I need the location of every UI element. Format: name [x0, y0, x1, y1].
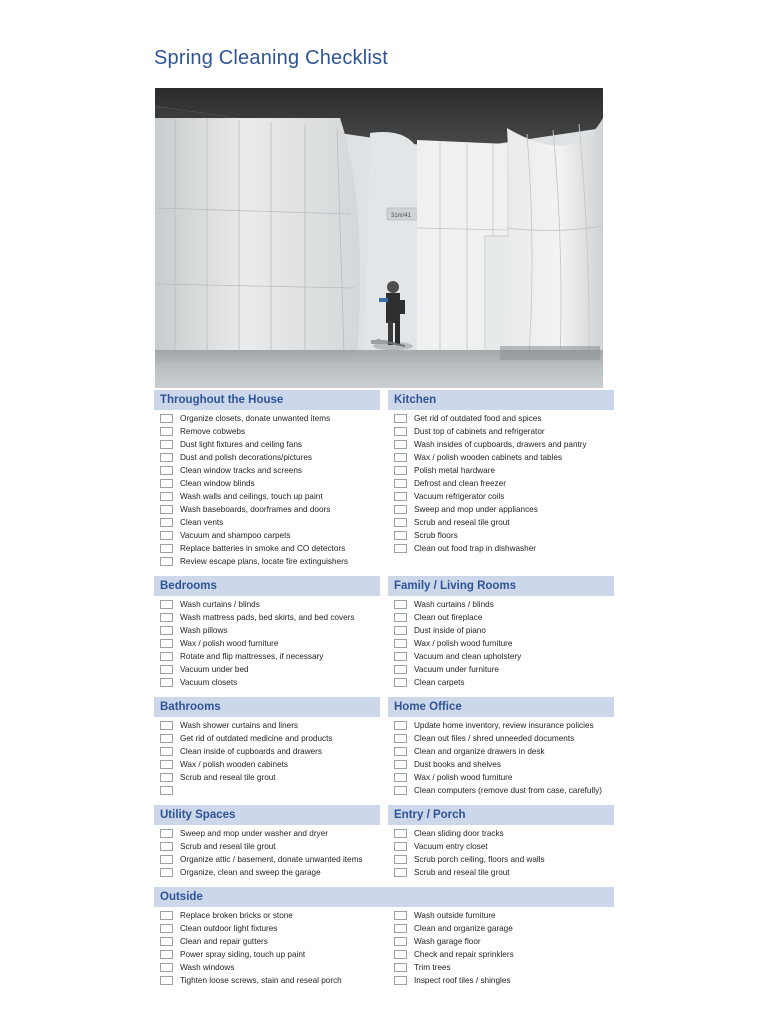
- checkbox-icon[interactable]: [394, 924, 407, 933]
- checklist-content: [154, 390, 614, 987]
- section-header-throughout-the-house: Throughout the House: [154, 390, 380, 410]
- checklist-item[interactable]: Wash curtains / blinds: [154, 598, 380, 611]
- page-title: Spring Cleaning Checklist: [154, 47, 389, 69]
- section-items-bathrooms: [154, 719, 380, 797]
- checklist-item[interactable]: Wax / polish wooden cabinets: [154, 758, 380, 771]
- checkbox-icon[interactable]: [394, 453, 407, 462]
- checkbox-icon[interactable]: [160, 855, 173, 864]
- checklist-item[interactable]: Clean and organize garage: [388, 922, 614, 935]
- checkbox-icon[interactable]: [160, 600, 173, 609]
- checkbox-icon[interactable]: [160, 518, 173, 527]
- checklist-item[interactable]: Clean carpets: [388, 676, 614, 689]
- checklist-item[interactable]: Clean vents: [154, 516, 380, 529]
- checkbox-icon[interactable]: [160, 786, 173, 795]
- checklist-item[interactable]: Polish metal hardware: [388, 464, 614, 477]
- section-items-home-office: [388, 719, 614, 797]
- checkbox-icon[interactable]: [394, 950, 407, 959]
- checklist-item[interactable]: Wash outside furniture: [388, 909, 614, 922]
- checklist-item[interactable]: Scrub and reseal tile grout: [154, 840, 380, 853]
- section-header-kitchen: Kitchen: [388, 390, 614, 410]
- checkbox-icon[interactable]: [394, 937, 407, 946]
- checkbox-icon[interactable]: [394, 855, 407, 864]
- section-header-bathrooms: Bathrooms: [154, 697, 380, 717]
- checkbox-icon[interactable]: [160, 665, 173, 674]
- checklist-item[interactable]: Scrub and reseal tile grout: [154, 771, 380, 784]
- section-header-outside: Outside: [154, 887, 614, 907]
- checklist-item-empty[interactable]: [154, 784, 380, 797]
- checklist-item[interactable]: Dust books and shelves: [388, 758, 614, 771]
- checklist-item[interactable]: Dust inside of piano: [388, 624, 614, 637]
- checklist-item[interactable]: Replace batteries in smoke and CO detectors: [154, 542, 380, 555]
- checklist-item[interactable]: Wash insides of cupboards, drawers and pantry: [388, 438, 614, 451]
- checklist-item[interactable]: Scrub porch ceiling, floors and walls: [388, 853, 614, 866]
- checkbox-icon[interactable]: [394, 976, 407, 985]
- checklist-item[interactable]: Clean computers (remove dust from case, carefully): [388, 784, 614, 797]
- checkbox-icon[interactable]: [394, 721, 407, 730]
- checkbox-icon[interactable]: [160, 911, 173, 920]
- checkbox-icon[interactable]: [160, 924, 173, 933]
- checkbox-icon[interactable]: [160, 937, 173, 946]
- checkbox-icon[interactable]: [160, 466, 173, 475]
- checklist-item[interactable]: Wax / polish wood furniture: [388, 637, 614, 650]
- checklist-item[interactable]: Sweep and mop under appliances: [388, 503, 614, 516]
- checkbox-icon[interactable]: [160, 760, 173, 769]
- checklist-item[interactable]: Inspect roof tiles / shingles: [388, 974, 614, 987]
- section-header-home-office: Home Office: [388, 697, 614, 717]
- checklist-item[interactable]: Wash walls and ceilings, touch up paint: [154, 490, 380, 503]
- checkbox-icon[interactable]: [394, 734, 407, 743]
- checklist-item[interactable]: Defrost and clean freezer: [388, 477, 614, 490]
- checkbox-icon[interactable]: [160, 678, 173, 687]
- checkbox-icon[interactable]: [160, 963, 173, 972]
- checkbox-icon[interactable]: [160, 557, 173, 566]
- checklist-item[interactable]: Organize attic / basement, donate unwanted items: [154, 853, 380, 866]
- checklist-item[interactable]: Scrub and reseal tile grout: [388, 866, 614, 879]
- checkbox-icon[interactable]: [160, 505, 173, 514]
- checkbox-icon[interactable]: [160, 440, 173, 449]
- checkbox-icon[interactable]: [394, 531, 407, 540]
- checkbox-icon[interactable]: [160, 492, 173, 501]
- checklist-item[interactable]: Clean out files / shred unneeded documents: [388, 732, 614, 745]
- checkbox-icon[interactable]: [160, 747, 173, 756]
- checkbox-icon[interactable]: [160, 626, 173, 635]
- checkbox-icon[interactable]: [394, 829, 407, 838]
- checklist-item[interactable]: Scrub floors: [388, 529, 614, 542]
- checklist-item[interactable]: Vacuum refrigerator coils: [388, 490, 614, 503]
- checkbox-icon[interactable]: [394, 440, 407, 449]
- checklist-item[interactable]: Clean out fireplace: [388, 611, 614, 624]
- checklist-item[interactable]: Clean window tracks and screens: [154, 464, 380, 477]
- row-2: [154, 568, 614, 689]
- section-items-throughout-the-house: [154, 412, 380, 568]
- checklist-item[interactable]: Organize closets, donate unwanted items: [154, 412, 380, 425]
- checkbox-icon[interactable]: [394, 492, 407, 501]
- checklist-item[interactable]: Review escape plans, locate fire extinguishers: [154, 555, 380, 568]
- checkbox-icon[interactable]: [160, 773, 173, 782]
- row-4: [154, 797, 614, 879]
- checkbox-icon[interactable]: [394, 505, 407, 514]
- checklist-item[interactable]: Power spray siding, touch up paint: [154, 948, 380, 961]
- section-header-entry-porch: Entry / Porch: [388, 805, 614, 825]
- checklist-item[interactable]: Clean inside of cupboards and drawers: [154, 745, 380, 758]
- checkbox-icon[interactable]: [394, 600, 407, 609]
- checkbox-icon[interactable]: [394, 626, 407, 635]
- checklist-item[interactable]: Wax / polish wood furniture: [154, 637, 380, 650]
- section-header-utility-spaces: Utility Spaces: [154, 805, 380, 825]
- checklist-item[interactable]: Trim trees: [388, 961, 614, 974]
- row-1: [154, 390, 614, 568]
- checklist-item[interactable]: Clean and organize drawers in desk: [388, 745, 614, 758]
- checkbox-icon[interactable]: [160, 544, 173, 553]
- checklist-item[interactable]: Clean window blinds: [154, 477, 380, 490]
- checkbox-icon[interactable]: [160, 721, 173, 730]
- checklist-item[interactable]: Vacuum and shampoo carpets: [154, 529, 380, 542]
- column-right-3: [388, 689, 614, 797]
- checkbox-icon[interactable]: [160, 453, 173, 462]
- checkbox-icon[interactable]: [394, 747, 407, 756]
- checklist-item[interactable]: Wash windows: [154, 961, 380, 974]
- section-items-family-living-rooms: [388, 598, 614, 689]
- checklist-item[interactable]: Check and repair sprinklers: [388, 948, 614, 961]
- checklist-item[interactable]: Wax / polish wooden cabinets and tables: [388, 451, 614, 464]
- corridor-photo-graphic: [155, 88, 603, 388]
- checklist-item[interactable]: Wash shower curtains and liners: [154, 719, 380, 732]
- checklist-item[interactable]: Tighten loose screws, stain and reseal porch: [154, 974, 380, 987]
- checklist-item[interactable]: Wash mattress pads, bed skirts, and bed covers: [154, 611, 380, 624]
- column-left-2: [154, 568, 380, 689]
- checkbox-icon[interactable]: [394, 868, 407, 877]
- checkbox-icon[interactable]: [394, 842, 407, 851]
- checkbox-icon[interactable]: [160, 652, 173, 661]
- checkbox-icon[interactable]: [394, 911, 407, 920]
- checkbox-icon[interactable]: [394, 652, 407, 661]
- checklist-item[interactable]: Replace broken bricks or stone: [154, 909, 380, 922]
- checklist-item[interactable]: Vacuum and clean upholstery: [388, 650, 614, 663]
- checklist-item[interactable]: Clean and repair gutters: [154, 935, 380, 948]
- checkbox-icon[interactable]: [160, 479, 173, 488]
- checkbox-icon[interactable]: [394, 773, 407, 782]
- row-3: [154, 689, 614, 797]
- checklist-item[interactable]: Rotate and flip mattresses, if necessary: [154, 650, 380, 663]
- checklist-item[interactable]: Vacuum entry closet: [388, 840, 614, 853]
- checkbox-icon[interactable]: [160, 950, 173, 959]
- checkbox-icon[interactable]: [160, 976, 173, 985]
- section-outside: [154, 887, 614, 987]
- checkbox-icon[interactable]: [160, 531, 173, 540]
- checklist-item[interactable]: Clean outdoor light fixtures: [154, 922, 380, 935]
- section-header-bedrooms: Bedrooms: [154, 576, 380, 596]
- checklist-item[interactable]: Dust top of cabinets and refrigerator: [388, 425, 614, 438]
- column-left-4: [154, 797, 380, 879]
- checkbox-icon[interactable]: [160, 613, 173, 622]
- checkbox-icon[interactable]: [160, 734, 173, 743]
- checklist-item[interactable]: Clean sliding door tracks: [388, 827, 614, 840]
- section-items-bedrooms: [154, 598, 380, 689]
- header-photo: [155, 88, 603, 388]
- checklist-item[interactable]: Clean out food trap in dishwasher: [388, 542, 614, 555]
- checkbox-icon[interactable]: [394, 760, 407, 769]
- checkbox-icon[interactable]: [394, 414, 407, 423]
- checkbox-icon[interactable]: [160, 414, 173, 423]
- checklist-item[interactable]: Vacuum under bed: [154, 663, 380, 676]
- checklist-item[interactable]: Remove cobwebs: [154, 425, 380, 438]
- checklist-item[interactable]: Vacuum closets: [154, 676, 380, 689]
- outside-column-right: [388, 909, 614, 987]
- checklist-item[interactable]: Get rid of outdated medicine and products: [154, 732, 380, 745]
- column-right-4: [388, 797, 614, 879]
- checklist-item[interactable]: Wash garage floor: [388, 935, 614, 948]
- checklist-item[interactable]: Wash baseboards, doorframes and doors: [154, 503, 380, 516]
- column-left-3: [154, 689, 380, 797]
- checklist-item[interactable]: Organize, clean and sweep the garage: [154, 866, 380, 879]
- checkbox-icon[interactable]: [394, 639, 407, 648]
- svg-text:31m/41: 31m/41: [391, 213, 412, 219]
- checkbox-icon[interactable]: [394, 665, 407, 674]
- section-items-entry-porch: [388, 827, 614, 879]
- checklist-item[interactable]: Wash curtains / blinds: [388, 598, 614, 611]
- section-items-utility-spaces: [154, 827, 380, 879]
- column-right-2: [388, 568, 614, 689]
- outside-columns: [154, 909, 614, 987]
- column-left-1: [154, 390, 380, 568]
- checkbox-icon[interactable]: [160, 829, 173, 838]
- checkbox-icon[interactable]: [160, 868, 173, 877]
- checklist-item[interactable]: Scrub and reseal tile grout: [388, 516, 614, 529]
- checkbox-icon[interactable]: [394, 466, 407, 475]
- checkbox-icon[interactable]: [394, 479, 407, 488]
- checklist-item[interactable]: Vacuum under furniture: [388, 663, 614, 676]
- checklist-item[interactable]: Dust light fixtures and ceiling fans: [154, 438, 380, 451]
- checkbox-icon[interactable]: [394, 427, 407, 436]
- checklist-item[interactable]: Update home inventory, review insurance policies: [388, 719, 614, 732]
- checklist-item[interactable]: Sweep and mop under washer and dryer: [154, 827, 380, 840]
- checkbox-icon[interactable]: [394, 678, 407, 687]
- section-header-family-living-rooms: Family / Living Rooms: [388, 576, 614, 596]
- outside-column-left: [154, 909, 380, 987]
- checklist-item[interactable]: Get rid of outdated food and spices: [388, 412, 614, 425]
- checklist-item[interactable]: Wash pillows: [154, 624, 380, 637]
- checklist-item[interactable]: Wax / polish wood furniture: [388, 771, 614, 784]
- checkbox-icon[interactable]: [160, 639, 173, 648]
- section-items-kitchen: [388, 412, 614, 555]
- checkbox-icon[interactable]: [160, 427, 173, 436]
- checkbox-icon[interactable]: [394, 518, 407, 527]
- checkbox-icon[interactable]: [394, 963, 407, 972]
- checkbox-icon[interactable]: [394, 544, 407, 553]
- column-right-1: [388, 390, 614, 568]
- checkbox-icon[interactable]: [160, 842, 173, 851]
- checkbox-icon[interactable]: [394, 613, 407, 622]
- checklist-item[interactable]: Dust and polish decorations/pictures: [154, 451, 380, 464]
- checkbox-icon[interactable]: [394, 786, 407, 795]
